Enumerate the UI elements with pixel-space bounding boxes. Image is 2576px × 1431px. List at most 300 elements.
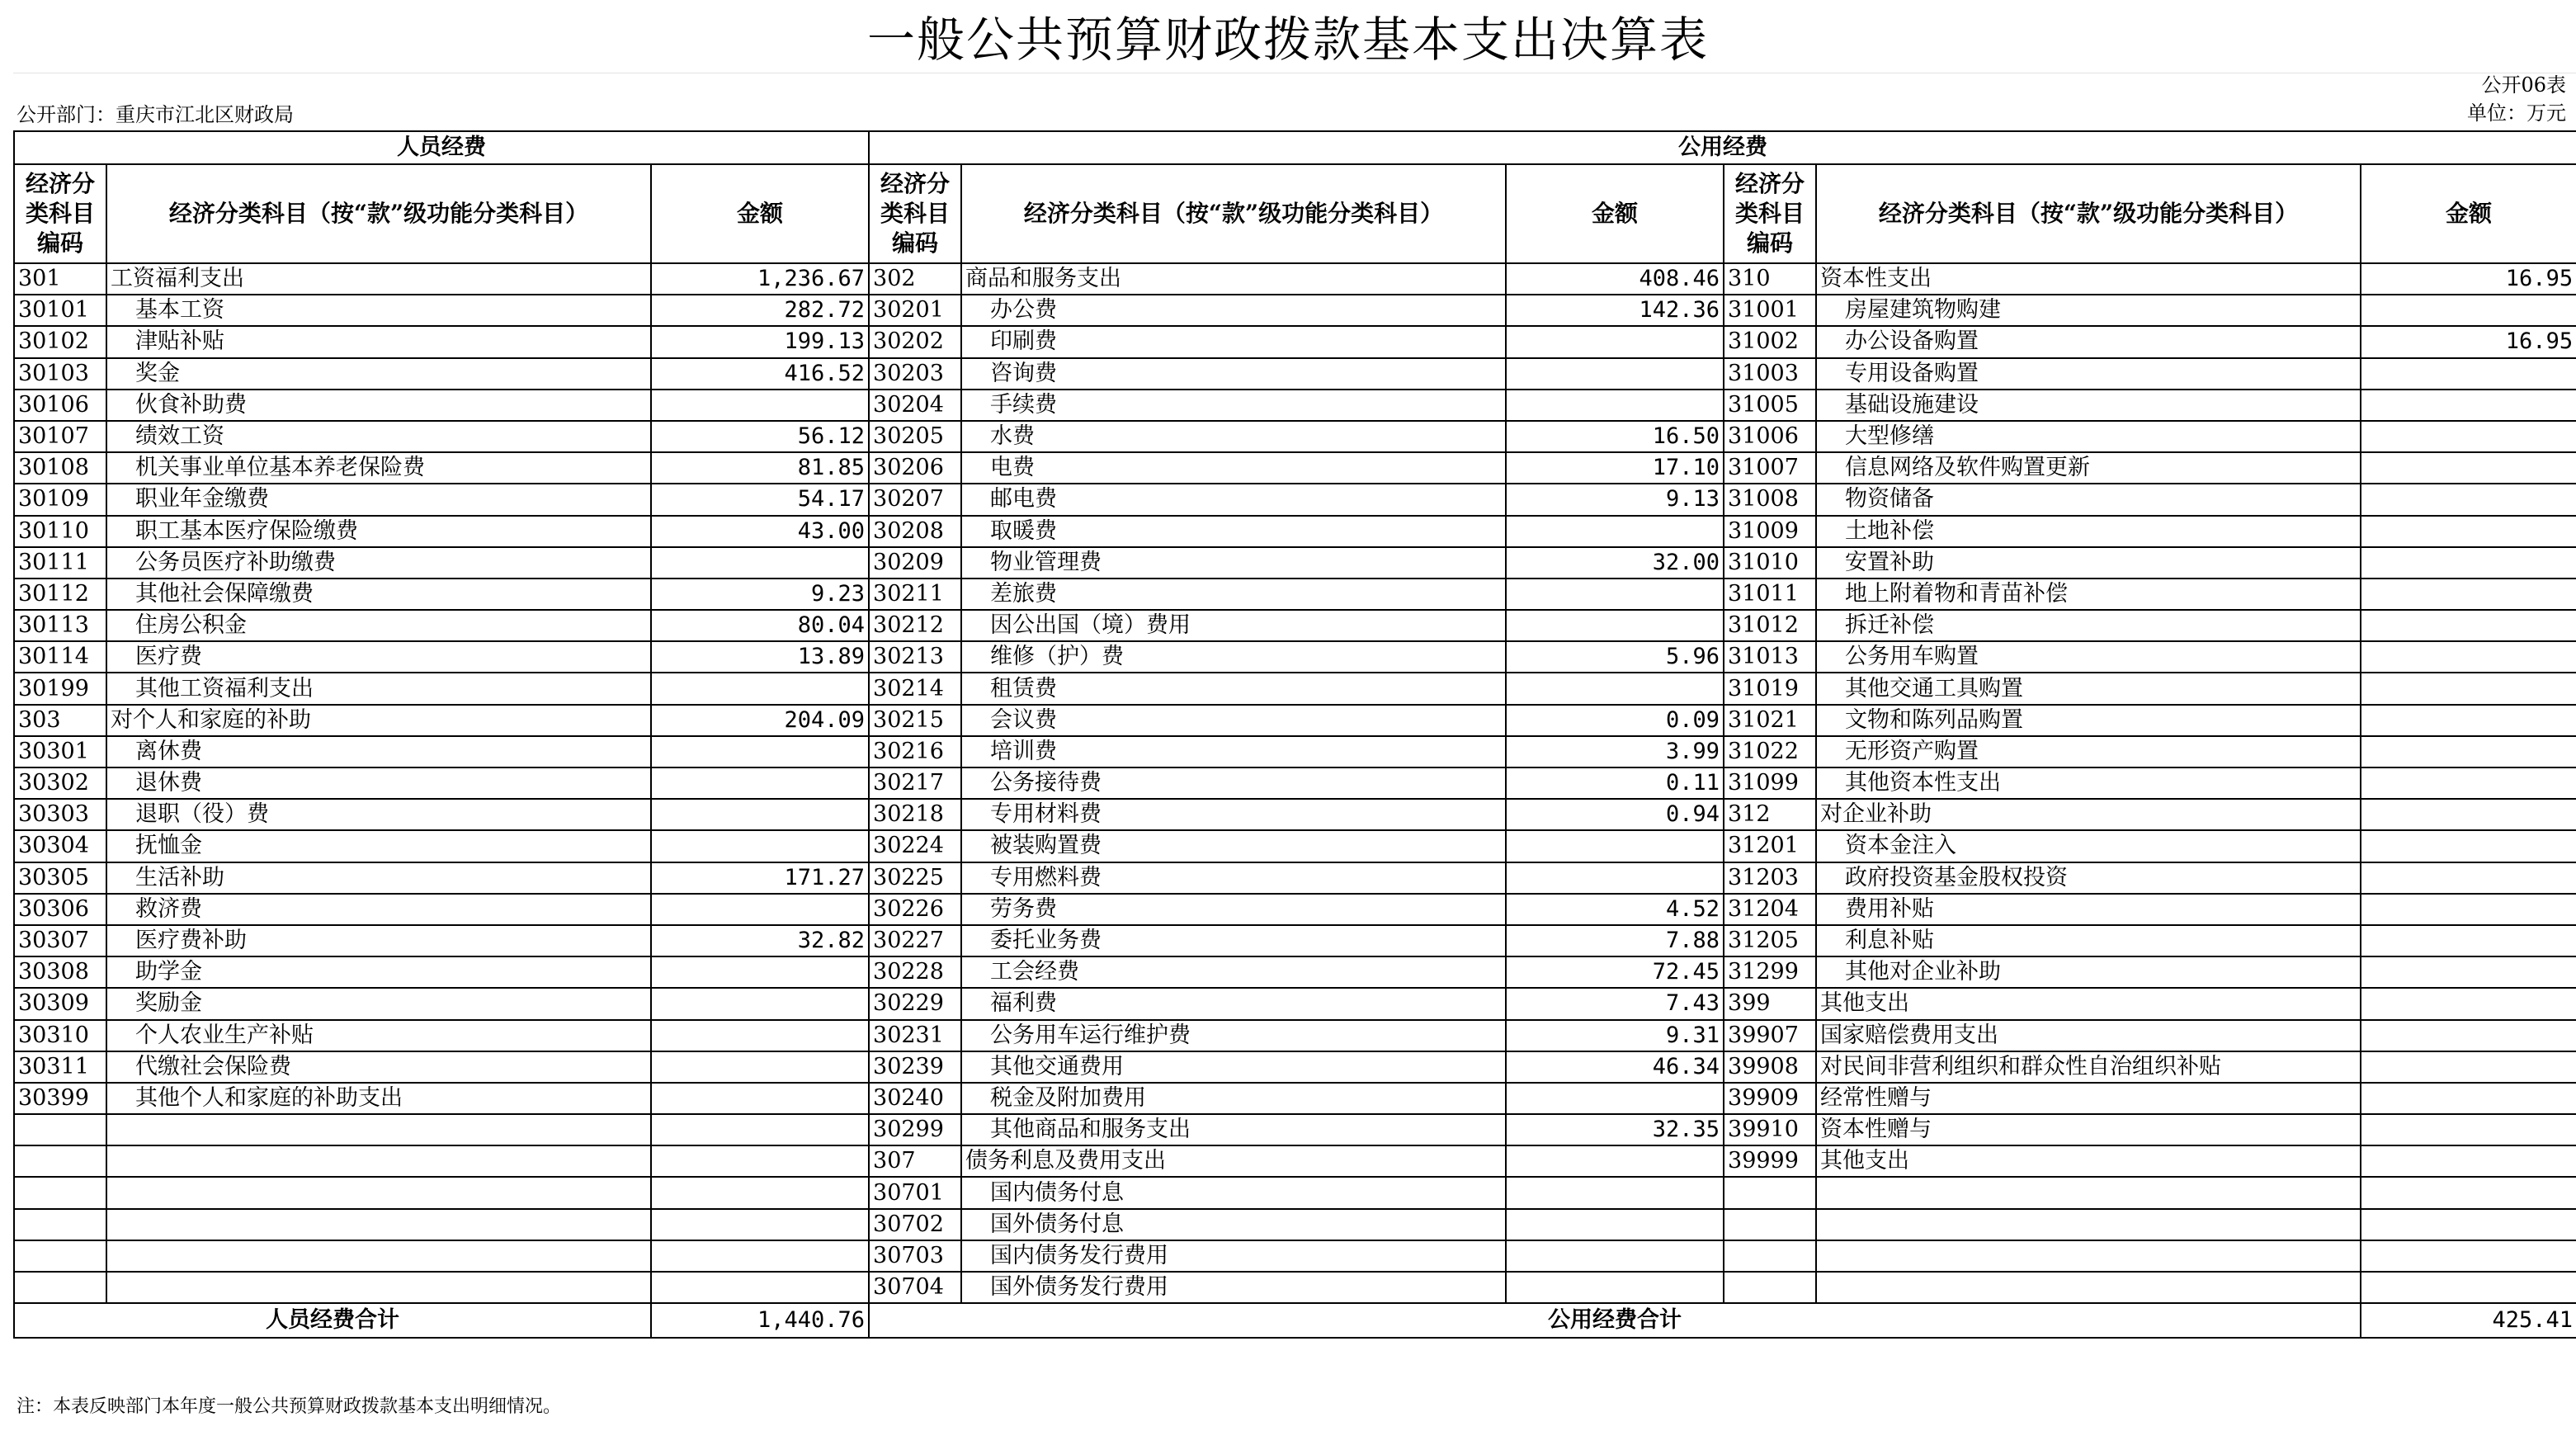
header-code: 经济分类科目编码 — [869, 164, 961, 263]
econ-name: 职业年金缴费 — [106, 484, 651, 515]
econ-code: 30231 — [869, 1020, 961, 1051]
amount — [2361, 1114, 2576, 1145]
amount: 7.88 — [1506, 925, 1724, 956]
econ-name: 奖金 — [106, 358, 651, 390]
amount: 43.00 — [651, 516, 869, 547]
econ-code: 30106 — [14, 390, 106, 421]
econ-code: 30102 — [14, 326, 106, 357]
econ-name: 政府投资基金股权投资 — [1816, 862, 2361, 894]
table-row — [14, 799, 2576, 830]
amount: 171.27 — [651, 862, 869, 894]
amount — [651, 956, 869, 988]
econ-name: 对民间非营利组织和群众性自治组织补贴 — [1816, 1051, 2361, 1083]
econ-code: 30240 — [869, 1083, 961, 1114]
personnel-total-label: 人员经费合计 — [14, 1303, 651, 1338]
amount — [651, 1020, 869, 1051]
econ-code: 30207 — [869, 484, 961, 515]
econ-name: 租赁费 — [961, 673, 1506, 704]
econ-code: 30109 — [14, 484, 106, 515]
amount — [2361, 799, 2576, 830]
amount: 80.04 — [651, 610, 869, 641]
econ-name: 公务用车购置 — [1816, 641, 2361, 673]
header-code: 经济分类科目编码 — [14, 164, 106, 263]
econ-name: 物资储备 — [1816, 484, 2361, 515]
table-row — [14, 579, 2576, 610]
table-row — [14, 326, 2576, 357]
econ-code: 31201 — [1724, 830, 1816, 862]
econ-code: 303 — [14, 705, 106, 736]
econ-name: 绩效工资 — [106, 421, 651, 452]
table-row — [14, 1240, 2576, 1272]
amount — [2361, 516, 2576, 547]
header-name: 经济分类科目（按“款”级功能分类科目） — [106, 164, 651, 263]
table-row — [14, 736, 2576, 767]
econ-code: 31001 — [1724, 295, 1816, 326]
econ-name: 土地补偿 — [1816, 516, 2361, 547]
econ-code: 30301 — [14, 736, 106, 767]
econ-name: 对企业补助 — [1816, 799, 2361, 830]
econ-code — [1724, 1272, 1816, 1303]
table-row — [14, 484, 2576, 515]
amount — [651, 673, 869, 704]
amount — [651, 799, 869, 830]
table-row — [14, 421, 2576, 452]
econ-code: 30113 — [14, 610, 106, 641]
econ-name: 会议费 — [961, 705, 1506, 736]
econ-name: 其他个人和家庭的补助支出 — [106, 1083, 651, 1114]
amount: 9.31 — [1506, 1020, 1724, 1051]
econ-code: 30108 — [14, 452, 106, 484]
econ-code: 31013 — [1724, 641, 1816, 673]
econ-code: 39907 — [1724, 1020, 1816, 1051]
econ-name: 福利费 — [961, 988, 1506, 1019]
header-code: 经济分类科目编码 — [1724, 164, 1816, 263]
econ-code: 30215 — [869, 705, 961, 736]
econ-name: 工会经费 — [961, 956, 1506, 988]
amount — [651, 767, 869, 799]
amount: 81.85 — [651, 452, 869, 484]
econ-code: 31022 — [1724, 736, 1816, 767]
header-amount: 金额 — [651, 164, 869, 263]
econ-name: 费用补贴 — [1816, 894, 2361, 925]
amount — [2361, 1209, 2576, 1240]
amount — [1506, 1240, 1724, 1272]
econ-code: 399 — [1724, 988, 1816, 1019]
amount — [651, 1272, 869, 1303]
econ-code: 39909 — [1724, 1083, 1816, 1114]
econ-name: 差旅费 — [961, 579, 1506, 610]
amount — [651, 1209, 869, 1240]
econ-name: 经常性赠与 — [1816, 1083, 2361, 1114]
econ-name — [106, 1114, 651, 1145]
econ-name: 商品和服务支出 — [961, 263, 1506, 295]
econ-code: 30227 — [869, 925, 961, 956]
amount — [651, 736, 869, 767]
group-personnel: 人员经费 — [14, 131, 869, 164]
amount — [2361, 547, 2576, 579]
econ-code: 30214 — [869, 673, 961, 704]
econ-name: 其他支出 — [1816, 1145, 2361, 1177]
econ-code: 30302 — [14, 767, 106, 799]
econ-code: 30205 — [869, 421, 961, 452]
econ-name: 公务用车运行维护费 — [961, 1020, 1506, 1051]
amount — [651, 547, 869, 579]
econ-name: 办公设备购置 — [1816, 326, 2361, 357]
econ-name: 个人农业生产补贴 — [106, 1020, 651, 1051]
table-row — [14, 956, 2576, 988]
econ-name: 咨询费 — [961, 358, 1506, 390]
econ-name — [106, 1145, 651, 1177]
header-amount: 金额 — [2361, 164, 2576, 263]
econ-code: 31003 — [1724, 358, 1816, 390]
amount — [651, 1145, 869, 1177]
amount: 32.82 — [651, 925, 869, 956]
table-row — [14, 1051, 2576, 1083]
econ-code: 30704 — [869, 1272, 961, 1303]
econ-code — [14, 1145, 106, 1177]
econ-name: 手续费 — [961, 390, 1506, 421]
amount: 4.52 — [1506, 894, 1724, 925]
econ-code: 31010 — [1724, 547, 1816, 579]
econ-code: 30202 — [869, 326, 961, 357]
amount — [2361, 956, 2576, 988]
econ-name: 生活补助 — [106, 862, 651, 894]
amount — [1506, 516, 1724, 547]
econ-name — [106, 1209, 651, 1240]
econ-code: 30311 — [14, 1051, 106, 1083]
amount — [2361, 736, 2576, 767]
amount: 416.52 — [651, 358, 869, 390]
econ-name: 专用燃料费 — [961, 862, 1506, 894]
amount: 7.43 — [1506, 988, 1724, 1019]
econ-code — [1724, 1177, 1816, 1208]
amount — [2361, 295, 2576, 326]
econ-code: 31205 — [1724, 925, 1816, 956]
amount: 17.10 — [1506, 452, 1724, 484]
econ-name — [1816, 1209, 2361, 1240]
econ-name: 其他交通工具购置 — [1816, 673, 2361, 704]
econ-code — [14, 1240, 106, 1272]
amount: 46.34 — [1506, 1051, 1724, 1083]
amount — [651, 1177, 869, 1208]
econ-name: 退职（役）费 — [106, 799, 651, 830]
form-number: 公开06表 — [2481, 73, 2566, 97]
econ-code: 30212 — [869, 610, 961, 641]
econ-name: 基础设施建设 — [1816, 390, 2361, 421]
econ-code: 31005 — [1724, 390, 1816, 421]
amount: 1,236.67 — [651, 263, 869, 295]
econ-code — [14, 1177, 106, 1208]
amount: 0.09 — [1506, 705, 1724, 736]
econ-name: 大型修缮 — [1816, 421, 2361, 452]
header-name: 经济分类科目（按“款”级功能分类科目） — [961, 164, 1506, 263]
amount — [2361, 358, 2576, 390]
econ-code — [14, 1272, 106, 1303]
econ-name: 因公出国（境）费用 — [961, 610, 1506, 641]
econ-name: 地上附着物和青苗补偿 — [1816, 579, 2361, 610]
amount — [1506, 579, 1724, 610]
footnote: 注：本表反映部门本年度一般公共预算财政拨款基本支出明细情况。 — [17, 1396, 562, 1417]
table-row — [14, 641, 2576, 673]
amount: 0.11 — [1506, 767, 1724, 799]
econ-code: 30305 — [14, 862, 106, 894]
econ-code: 30217 — [869, 767, 961, 799]
unit-label: 单位：万元 — [2467, 102, 2566, 125]
econ-code: 30101 — [14, 295, 106, 326]
econ-name: 利息补贴 — [1816, 925, 2361, 956]
econ-code: 30208 — [869, 516, 961, 547]
amount: 16.95 — [2361, 263, 2576, 295]
econ-name: 邮电费 — [961, 484, 1506, 515]
amount — [2361, 1177, 2576, 1208]
econ-code: 31008 — [1724, 484, 1816, 515]
econ-code: 30211 — [869, 579, 961, 610]
amount — [651, 1083, 869, 1114]
amount — [2361, 988, 2576, 1019]
econ-code: 30303 — [14, 799, 106, 830]
econ-name: 工资福利支出 — [106, 263, 651, 295]
econ-code: 30110 — [14, 516, 106, 547]
amount — [1506, 326, 1724, 357]
econ-code — [1724, 1209, 1816, 1240]
amount: 3.99 — [1506, 736, 1724, 767]
econ-name: 印刷费 — [961, 326, 1506, 357]
table-row — [14, 358, 2576, 390]
econ-code: 30228 — [869, 956, 961, 988]
econ-code: 30111 — [14, 547, 106, 579]
econ-name: 水费 — [961, 421, 1506, 452]
econ-name: 办公费 — [961, 295, 1506, 326]
amount: 9.23 — [651, 579, 869, 610]
amount: 408.46 — [1506, 263, 1724, 295]
econ-code: 31299 — [1724, 956, 1816, 988]
econ-code: 30309 — [14, 988, 106, 1019]
econ-name: 专用材料费 — [961, 799, 1506, 830]
econ-code: 30199 — [14, 673, 106, 704]
amount — [2361, 1272, 2576, 1303]
table-row — [14, 894, 2576, 925]
econ-code: 30107 — [14, 421, 106, 452]
econ-name: 国外债务发行费用 — [961, 1272, 1506, 1303]
econ-name: 公务接待费 — [961, 767, 1506, 799]
amount: 204.09 — [651, 705, 869, 736]
amount — [2361, 767, 2576, 799]
econ-code: 30103 — [14, 358, 106, 390]
econ-code: 302 — [869, 263, 961, 295]
table-row — [14, 862, 2576, 894]
econ-name: 国外债务付息 — [961, 1209, 1506, 1240]
econ-name: 信息网络及软件购置更新 — [1816, 452, 2361, 484]
econ-code: 30209 — [869, 547, 961, 579]
econ-name: 房屋建筑物购建 — [1816, 295, 2361, 326]
econ-code: 31204 — [1724, 894, 1816, 925]
econ-code: 30701 — [869, 1177, 961, 1208]
amount — [2361, 390, 2576, 421]
amount — [651, 1240, 869, 1272]
econ-name: 资本金注入 — [1816, 830, 2361, 862]
econ-name: 其他社会保障缴费 — [106, 579, 651, 610]
econ-name: 退休费 — [106, 767, 651, 799]
table-row — [14, 1209, 2576, 1240]
amount — [2361, 1020, 2576, 1051]
amount: 72.45 — [1506, 956, 1724, 988]
amount: 5.96 — [1506, 641, 1724, 673]
econ-name: 资本性赠与 — [1816, 1114, 2361, 1145]
amount — [2361, 452, 2576, 484]
table-row — [14, 1177, 2576, 1208]
amount — [651, 894, 869, 925]
econ-name: 机关事业单位基本养老保险费 — [106, 452, 651, 484]
econ-code: 30204 — [869, 390, 961, 421]
econ-code: 30307 — [14, 925, 106, 956]
econ-code: 30703 — [869, 1240, 961, 1272]
amount — [1506, 358, 1724, 390]
econ-code: 30239 — [869, 1051, 961, 1083]
amount — [2361, 1051, 2576, 1083]
econ-name: 公务员医疗补助缴费 — [106, 547, 651, 579]
econ-code: 31099 — [1724, 767, 1816, 799]
econ-name: 医疗费 — [106, 641, 651, 673]
econ-code: 30229 — [869, 988, 961, 1019]
header-amount: 金额 — [1506, 164, 1724, 263]
econ-name: 救济费 — [106, 894, 651, 925]
amount — [1506, 862, 1724, 894]
econ-code: 310 — [1724, 263, 1816, 295]
amount — [2361, 421, 2576, 452]
econ-code: 31002 — [1724, 326, 1816, 357]
econ-name: 助学金 — [106, 956, 651, 988]
econ-name: 其他工资福利支出 — [106, 673, 651, 704]
amount — [2361, 641, 2576, 673]
table-row — [14, 830, 2576, 862]
econ-code: 30201 — [869, 295, 961, 326]
econ-name — [106, 1272, 651, 1303]
econ-name: 其他资本性支出 — [1816, 767, 2361, 799]
personnel-total-value: 1,440.76 — [651, 1303, 869, 1338]
econ-code: 30224 — [869, 830, 961, 862]
econ-name: 离休费 — [106, 736, 651, 767]
amount — [2361, 1083, 2576, 1114]
table-row — [14, 673, 2576, 704]
econ-name: 伙食补助费 — [106, 390, 651, 421]
amount — [2361, 1145, 2576, 1177]
econ-code: 30226 — [869, 894, 961, 925]
econ-name: 奖励金 — [106, 988, 651, 1019]
econ-name: 其他交通费用 — [961, 1051, 1506, 1083]
table-row — [14, 1020, 2576, 1051]
econ-name: 安置补助 — [1816, 547, 2361, 579]
econ-name — [1816, 1272, 2361, 1303]
econ-name: 电费 — [961, 452, 1506, 484]
amount: 9.13 — [1506, 484, 1724, 515]
econ-code: 39908 — [1724, 1051, 1816, 1083]
table-row — [14, 263, 2576, 295]
amount — [2361, 1240, 2576, 1272]
econ-name: 无形资产购置 — [1816, 736, 2361, 767]
table-row — [14, 1272, 2576, 1303]
expenditure-table — [13, 130, 2576, 1339]
econ-code — [1724, 1240, 1816, 1272]
econ-name: 维修（护）费 — [961, 641, 1506, 673]
econ-name: 委托业务费 — [961, 925, 1506, 956]
econ-name — [1816, 1177, 2361, 1208]
amount — [651, 390, 869, 421]
econ-code: 30112 — [14, 579, 106, 610]
amount: 56.12 — [651, 421, 869, 452]
amount — [2361, 579, 2576, 610]
econ-code: 30304 — [14, 830, 106, 862]
table-row — [14, 547, 2576, 579]
econ-code: 30399 — [14, 1083, 106, 1114]
public-total-label: 公用经费合计 — [869, 1303, 2361, 1338]
amount — [2361, 830, 2576, 862]
econ-code: 307 — [869, 1145, 961, 1177]
department-label: 公开部门：重庆市江北区财政局 — [17, 103, 294, 126]
econ-name: 资本性支出 — [1816, 263, 2361, 295]
amount: 16.95 — [2361, 326, 2576, 357]
page-title: 一般公共预算财政拨款基本支出决算表 — [866, 12, 1709, 68]
amount — [1506, 1177, 1724, 1208]
econ-code: 31021 — [1724, 705, 1816, 736]
amount — [2361, 925, 2576, 956]
econ-name: 国内债务付息 — [961, 1177, 1506, 1208]
amount — [1506, 390, 1724, 421]
econ-code: 312 — [1724, 799, 1816, 830]
econ-name: 税金及附加费用 — [961, 1083, 1506, 1114]
econ-name: 其他支出 — [1816, 988, 2361, 1019]
econ-code: 30216 — [869, 736, 961, 767]
header-name: 经济分类科目（按“款”级功能分类科目） — [1816, 164, 2361, 263]
amount — [1506, 673, 1724, 704]
econ-code: 30299 — [869, 1114, 961, 1145]
public-total-value: 425.41 — [2361, 1303, 2576, 1338]
amount — [651, 830, 869, 862]
amount: 142.36 — [1506, 295, 1724, 326]
table-row — [14, 1083, 2576, 1114]
econ-code: 31011 — [1724, 579, 1816, 610]
econ-code: 30225 — [869, 862, 961, 894]
amount: 199.13 — [651, 326, 869, 357]
table-row — [14, 516, 2576, 547]
table-row — [14, 1145, 2576, 1177]
table-row — [14, 925, 2576, 956]
econ-name: 其他商品和服务支出 — [961, 1114, 1506, 1145]
econ-name: 拆迁补偿 — [1816, 610, 2361, 641]
amount — [2361, 862, 2576, 894]
amount — [1506, 1272, 1724, 1303]
table-row — [14, 988, 2576, 1019]
amount: 0.94 — [1506, 799, 1724, 830]
econ-code: 30213 — [869, 641, 961, 673]
amount: 32.00 — [1506, 547, 1724, 579]
amount — [1506, 830, 1724, 862]
table-row — [14, 295, 2576, 326]
econ-code: 30308 — [14, 956, 106, 988]
econ-name: 取暖费 — [961, 516, 1506, 547]
econ-code: 301 — [14, 263, 106, 295]
econ-name: 劳务费 — [961, 894, 1506, 925]
econ-name: 基本工资 — [106, 295, 651, 326]
econ-name: 其他对企业补助 — [1816, 956, 2361, 988]
econ-name — [106, 1240, 651, 1272]
amount: 13.89 — [651, 641, 869, 673]
econ-name: 物业管理费 — [961, 547, 1506, 579]
econ-code: 30114 — [14, 641, 106, 673]
econ-code: 39999 — [1724, 1145, 1816, 1177]
econ-code: 30310 — [14, 1020, 106, 1051]
amount — [1506, 610, 1724, 641]
econ-code: 30203 — [869, 358, 961, 390]
